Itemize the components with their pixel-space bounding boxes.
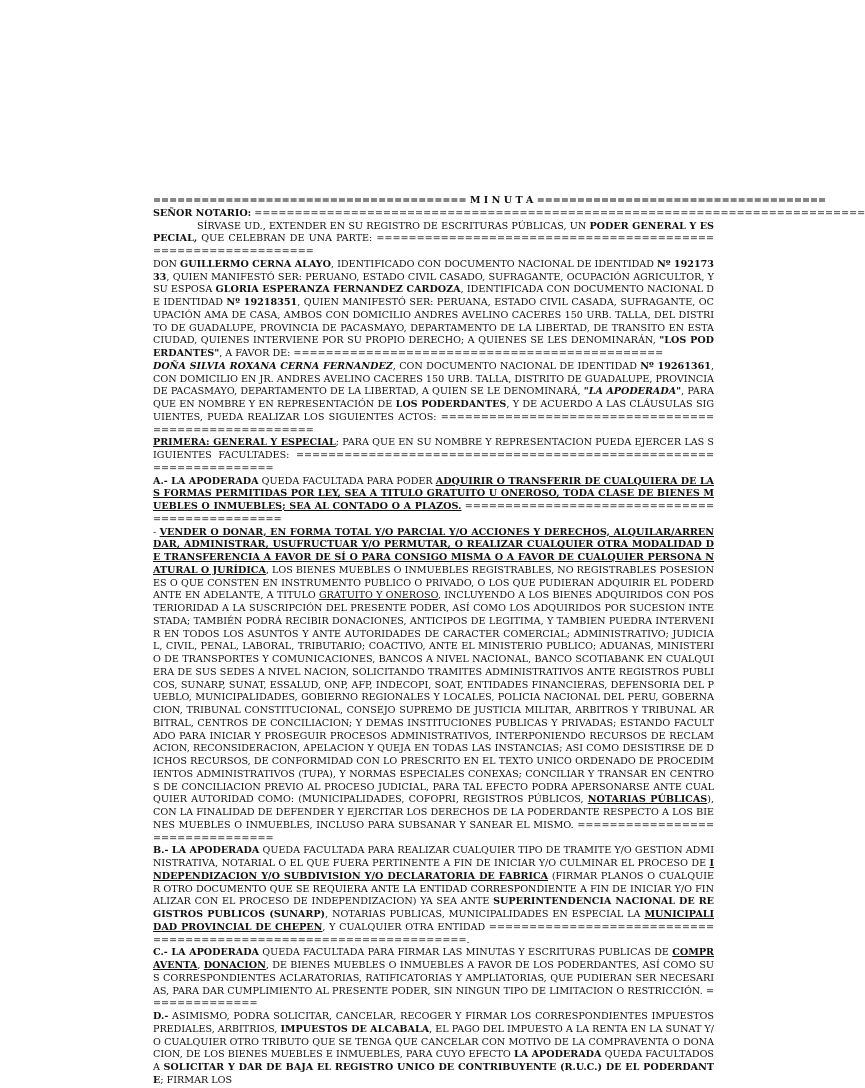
attorney-name: DOÑA SILVIA ROXANA CERNA FERNANDEZ	[153, 360, 393, 372]
grantor-name-1: GUILLERMO CERNA ALAYO	[180, 258, 332, 270]
clause-d	[153, 1011, 714, 1088]
clause-a	[153, 476, 714, 527]
attorney-text-d: , Y DE ACUERDO A LAS CLÁUSULAS SIGUIENTES, PUEDA REALIZAR LOS SIGUIENTES ACTOS: ======================================================	[153, 399, 714, 436]
clause-b-bold: SUPERINTENDENCIA NACIONAL DE REGISTROS PUBLICOS (SUNARP)	[153, 896, 714, 920]
grantors-paragraph	[153, 259, 714, 361]
clause-c	[153, 947, 714, 1011]
grantors-text-f: , A FAVOR DE: ==============================================	[219, 348, 664, 359]
clause-b-text-a: QUEDA FACULTADA PARA REALIZAR CUALQUIER TIPO DE TRAMITE Y/O GESTION ADMINISTRATIVA, NOTARIAL O EL QUE FUERA PERTINENTE A FIN DE INICIAR Y/O CULMINAR EL PROCESO DE	[153, 845, 714, 869]
clause-sell-text-c: ), CON LA FINALIDAD DE DEFENDER Y EJERCITAR LOS DERECHOS DE LA PODERDANTE RESPECTO A LOS BIENES MUEBLES O INMUEBLES, INCLUSO PARA SUBSANAR Y SANEAR EL MISMO. ================================	[153, 794, 714, 844]
attorney-text-a: , CON DOCUMENTO NACIONAL DE IDENTIDAD	[392, 360, 641, 372]
clause-sell-emphasis: VENDER O DONAR, EN FORMA TOTAL Y/O PARCIAL Y/O ACCIONES Y DERECHOS, ALQUILAR/ARRENDAR, ADMINISTRAR, USUFRUCTUAR Y/O PERMUTAR, O REALIZAR CUALQUIER OTRA MODALIDAD DE TRANSFERENCIA A FAVOR DE SÍ O PARA CONSIGO MISMA O A FAVOR DE CUALQUIER PERSONA NATURAL O JURÍDICA	[153, 526, 714, 576]
clause-d-label: D.-	[153, 1011, 169, 1022]
attorney-text-b: , CON DOMICILIO EN JR. ANDRES AVELINO CACERES 150 URB. TALLA, DISTRITO DE GUADALUPE, PROVINCIA DE PACASMAYO, DEPARTAMENTO DE LA LIBERTAD, A QUIEN SE LE DENOMINARÁ,	[153, 360, 714, 398]
intro-text-1: SÍRVASE UD., EXTENDER EN SU REGISTRO DE ESCRITURAS PÚBLICAS, UN	[197, 220, 590, 232]
clause-d-text-c: QUEDA FACULTADOS A	[153, 1049, 715, 1073]
clause-a-text-a: QUEDA FACULTADA PARA PODER	[258, 475, 436, 487]
clause-sell-text-b: , INCLUYENDO A LOS BIENES ADQUIRIDOS CON POSTERIORIDAD A LA SUSCRIPCIÓN DEL PRESENTE PODER, ASÍ COMO LOS ADQUIRIDOS POR SUCESION INTESTADA; TAMBIÉN PODRÁ RECIBIR DONACIONES, ANTICIPOS DE LEGITIMA, Y TAMBIEN PUEDRA INTERVENIR EN TODOS LOS ASUNTOS Y ANTE AUTORIDADES DE CARACTER COMERCIAL; ADMINISTRATIVO; JUDICIAL, CIVIL, PENAL, LABORAL, TRIBUTARIO; COACTIVO, ANTE EL MINISTERIO PUBLICO; ADUANAS, MINISTERIO DE TRANSPORTES Y COMUNICACIONES, BANCOS A NIVEL NACIONAL, BANCO SCOTIABANK EN CUALQUIERA DE SUS SEDES A NIVEL NACION, SOLICITANDO TRAMITES ADMINISTRATIVOS ANTE REGISTROS PUBLICOS, SUNARP, SUNAT, ESSALUD, ONP, AFP, INDECOPI, SOAT, ENTIDADES FINANCIERAS, DEFENSORIA DEL PUEBLO, MUNICIPALIDADES, GOBIERNO REGIONALES Y LOCALES, POLICIA NACIONAL DEL PERU, GOBERNACION, TRIBUNAL CONSTITUCIONAL, CONSEJO SUPREMO DE JUSTICIA MILITAR, ARBITROS Y TRIBUNAL ARBITRAL, CENTROS DE CONCILIACION; Y DEMAS INSTITUCIONES PUBLICAS Y PRIVADAS; ESTANDO FACULTADO PARA INICIAR Y PROSEGUIR PROCESOS ADMINISTRATIVOS, INTERPONIENDO RECURSOS DE RECLAMACION, RECONSIDERACION, APELACION Y QUEJA EN TODAS LAS INSTANCIAS; ASI COMO DESISTIRSE DE DICHOS RECURSOS, DE CONFORMIDAD CON LO PRESCRITO EN EL TEXTO UNICO ORDENADO DE PROCEDIMIENTOS ADMINISTRATIVOS (TUPA), Y NORMAS ESPECIALES CONEXAS; CONCILIAR Y TRANSAR EN CENTROS DE CONCILIACION PREVIO AL PROCESO JUDICIAL, PARA TAL EFECTO PODRA APERSONARSE ANTE CUALQUIER AUTORIDAD COMO: (MUNICIPALIDADES, COFOPRI, REGISTROS PÚBLICOS,	[153, 590, 715, 806]
clause-sell-text-a: , LOS BIENES MUEBLES O INMUEBLES REGISTRABLES, NO REGISTRABLES POSESIONES O QUE CONSTEN EN INSTRUMENTO PUBLICO O PRIVADO, O LOS QUE PUDIERAN ADQUIRIR EL PODERDANTE EN ADELANTE, A TITULO	[153, 564, 714, 602]
clause-sell	[153, 527, 714, 846]
grantor-dni-2: Nº 19218351	[226, 297, 298, 308]
clause-b-text-b: (FIRMAR PLANOS O CUALQUIER OTRO DOCUMENTO QUE SE REQUIERA ANTE LA ENTIDAD CORRESPONDIENTE A FIN DE INICIAR Y/O FINALIZAR CON EL PROCESO DE INDEPENDIZACION) YA SEA ANTE	[153, 870, 714, 908]
clause-c-emphasis-2: DONACION	[203, 960, 266, 971]
clause-a-text-b: ===============================================	[153, 501, 714, 525]
clause-b	[153, 845, 714, 947]
clause-a-emphasis: ADQUIRIR O TRANSFERIR DE CUALQUIERA DE LAS FORMAS PERMITIDAS POR LEY, SEA A TITULO GRATUITO U ONEROSO, TODA CLASE DE BIENES MUEBLES O INMUEBLES; SEA AL CONTADO O A PLAZOS.	[153, 475, 715, 512]
clause-first	[153, 437, 714, 475]
clause-c-text-b: , DE BIENES MUEBLES O INMUEBLES A FAVOR DE LOS PODERDANTES, ASÍ COMO SUS CORRESPONDIENTES ACLARATORIAS, RATIFICATORIAS Y AMPLIATORIAS, QUE PUDIERAN SER NECESARIAS, PARA DAR CUMPLIMIENTO AL PRESENTE PODER, SIN NINGUN TIPO DE LIMITACION O RESTRICCIÓN. ==============	[153, 960, 714, 1010]
grantors-alias: "LOS PODERDANTES"	[153, 335, 715, 359]
clause-sell-underline: GRATUITO Y ONEROSO	[319, 590, 438, 602]
clause-b-emphasis: INDEPENDIZACION Y/O SUBDIVISION Y/O DECLARATORIA DE FABRICA	[153, 858, 714, 882]
grantors-text-b: , IDENTIFICADO CON DOCUMENTO NACIONAL DE IDENTIDAD	[331, 258, 657, 270]
clause-b-label: B.- LA APODERADA	[153, 845, 260, 857]
clause-c-emphasis-1: COMPRAVENTA	[153, 947, 715, 971]
clause-sell-prefix: -	[153, 526, 160, 538]
attorney-paragraph	[153, 361, 714, 438]
grantors-text-a: DON	[153, 258, 181, 270]
salutation-fill: ============================================================================	[251, 207, 865, 219]
salutation-text: SEÑOR NOTARIO:	[153, 207, 252, 219]
clause-sell-emphasis-2: NOTARIAS PÚBLICAS	[587, 794, 708, 806]
grantors-text-c: , QUIEN MANIFESTÓ SER: PERUANO, ESTADO CIVIL CASADO, SUFRAGANTE, OCUPACIÓN AGRICULTOR, Y SU ESPOSA	[153, 271, 714, 296]
attorney-dni: Nº 19261361	[640, 360, 711, 372]
grantor-name-2: GLORIA ESPERANZA FERNANDEZ CARDOZA	[215, 284, 461, 296]
clause-d-bold: IMPUESTOS DE ALCABALA	[280, 1023, 430, 1035]
clause-b-text-d: , Y CUALQUIER OTRA ENTIDAD ===================================================================.	[153, 921, 714, 946]
clause-d-text-b: , EL PAGO DEL IMPUESTO A LA RENTA EN LA SUNAT Y/O CUALQUIER OTRO TRIBUTO QUE SE TENGA QUE CANCELAR CON MOTIVO DE LA COMPRAVENTA O DONACION, DE LOS BIENES MUEBLES E INMUEBLES, PARA CUYO EFECTO	[153, 1023, 714, 1061]
clause-d-bold-3: SOLICITAR Y DAR DE BAJA EL REGISTRO UNICO DE CONTRIBUYENTE (R.U.C.) DE EL PODERDANTE	[153, 1062, 715, 1086]
grantor-dni-1: Nº 19217333	[153, 258, 714, 283]
document-title-line	[153, 195, 827, 208]
clause-c-label: C.- LA APODERADA	[153, 947, 259, 959]
clause-first-title: PRIMERA: GENERAL Y ESPECIAL	[153, 437, 336, 449]
attorney-alias: "LA APODERADA"	[583, 386, 682, 398]
attorney-bold-text: LOS PODERDANTES	[395, 399, 507, 410]
clause-c-text-a: QUEDA FACULTADA PARA FIRMAR LAS MINUTAS Y ESCRITURAS PUBLICAS DE	[258, 947, 673, 959]
clause-d-text-a: ASIMISMO, PODRA SOLICITAR, CANCELAR, RECOGER Y FIRMAR LOS CORRESPONDIENTES IMPUESTOS PREDIALES, ARBITRIOS,	[153, 1011, 714, 1035]
intro-paragraph	[153, 221, 714, 259]
clause-a-label: A.- LA APODERADA	[153, 475, 259, 487]
clause-first-text: ; PARA QUE EN SU NOMBRE Y REPRESENTACION PUEDA EJERCER LAS SIGUIENTES FACULTADES: ===================================================================	[153, 437, 714, 474]
clause-d-text-d: ; FIRMAR LOS	[160, 1074, 233, 1086]
grantors-text-e: , QUIEN MANIFESTÓ SER: PERUANA, ESTADO CIVIL CASADA, SUFRAGANTE, OCUPACIÓN AMA DE CASA, AMBOS CON DOMICILIO ANDRES AVELINO CACERES 150 URB. TALLA, DEL DISTRITO DE GUADALUPE, PROVINCIA DE PACASMAYO, DEPARTAMENTO DE LA LIBERTAD, DE TRANSITO EN ESTA CIUDAD, QUIENES INTERVIENE POR SU PROPIO DERECHO; A QUIENES SE LES DENOMINARÁN,	[153, 297, 714, 347]
clause-b-emphasis-2: MUNICIPALIDAD PROVINCIAL DE CHEPEN	[153, 909, 714, 933]
clause-b-text-c: , NOTARIAS PUBLICAS, MUNICIPALIDADES EN ESPECIAL LA	[325, 909, 645, 920]
grantors-text-d: , IDENTIFICADA CON DOCUMENTO NACIONAL DE IDENTIDAD	[153, 284, 715, 308]
minuta-document	[153, 195, 865, 1088]
salutation-line	[153, 207, 865, 221]
clause-d-bold-2: LA APODERADA	[513, 1049, 602, 1061]
intro-text-2: QUE CELEBRAN DE UNA PARTE: ==============================================================	[153, 233, 714, 257]
intro-bold-text: PODER GENERAL Y ESPECIAL,	[153, 220, 714, 245]
clause-c-separator: ,	[197, 960, 204, 971]
attorney-text-c: , PARA QUE EN NOMBRE Y EN REPRESENTACIÓN DE	[153, 386, 714, 410]
title-text: ======================================= M I N U T A ====================================	[153, 195, 827, 206]
